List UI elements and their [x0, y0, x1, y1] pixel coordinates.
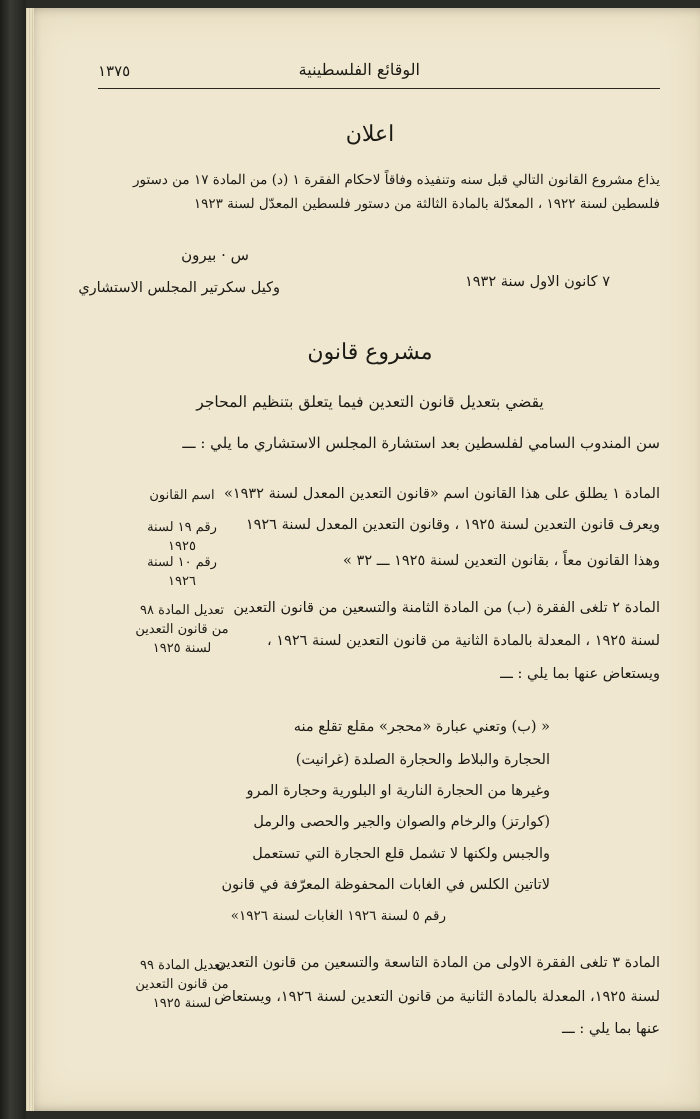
article-2-line-2: لسنة ١٩٢٥ ، المعدلة بالمادة الثانية من قانون التعدين لسنة ١٩٢٦ ، [266, 633, 660, 649]
signatory-name: س · بيرون [181, 246, 249, 264]
page-gutter [26, 8, 34, 1111]
page-number: ١٣٧٥ [98, 62, 131, 80]
article-1-line-2: ويعرف قانون التعدين لسنة ١٩٢٥ ، وقانون التعدين المعدل لسنة ١٩٢٦ [245, 517, 660, 533]
article-1-line-1: المادة ١ يطلق على هذا القانون اسم «قانون التعدين المعدل لسنة ١٩٣٢» [223, 486, 660, 502]
article-2-line-1: المادة ٢ تلغى الفقرة (ب) من المادة الثامنة والتسعين من قانون التعدين [233, 600, 660, 616]
quote-line-4: (كوارتز) والرخام والصوان والجير والحصى والرمل [253, 814, 550, 830]
article-3-line-2: لسنة ١٩٢٥، المعدلة بالمادة الثانية من قانون التعدين لسنة ١٩٢٦، ويستعاض [214, 989, 660, 1005]
running-header: الوقائع الفلسطينية [298, 60, 420, 79]
quote-line-5: والجبس ولكنها لا تشمل قلع الحجارة التي تستعمل [252, 846, 550, 862]
bill-enactment: سن المندوب السامي لفلسطين بعد استشارة المجلس الاستشاري ما يلي : ـــ [182, 434, 660, 452]
notice-title: اعلان [345, 122, 395, 147]
signatory-title: وكيل سكرتير المجلس الاستشاري [78, 280, 280, 296]
article-3-margin-note: تعديل المادة ٩٩ من قانون التعدين لسنة ١٩٢٥ [135, 958, 229, 1011]
bill-subtitle: يقضي بتعديل قانون التعدين فيما يتعلق بتنظيم المحاجر [196, 393, 544, 411]
article-3-line-1: المادة ٣ تلغى الفقرة الاولى من المادة التاسعة والتسعين من قانون التعدين [215, 955, 660, 971]
book-binding [0, 0, 26, 1119]
article-1-margin-note-2: رقم ١٩ لسنة ١٩٢٥ [147, 520, 217, 554]
article-2-line-3: ويستعاض عنها بما يلي : ـــ [500, 666, 660, 682]
header-rule [98, 88, 660, 89]
notice-line-2: فلسطين لسنة ١٩٢٢ ، المعدّلة بالمادة الثالثة من دستور فلسطين المعدّل لسنة ١٩٢٣ [193, 196, 660, 212]
article-1-line-3: وهذا القانون معاً ، بقانون التعدين لسنة ١٩٢٥ ـــ ٣٢ » [343, 553, 660, 569]
article-3-line-3: عنها بما يلي : ـــ [562, 1021, 660, 1037]
quote-line-2: الحجارة والبلاط والحجارة الصلدة (غرانيت) [295, 752, 550, 768]
notice-date: ٧ كانون الاول سنة ١٩٣٢ [464, 274, 610, 290]
article-2-margin-note: تعديل المادة ٩٨ من قانون التعدين لسنة ١٩٢٥ [135, 603, 229, 656]
quote-line-3: وغيرها من الحجارة النارية او البلورية وحجارة المرو [246, 783, 550, 799]
quote-closing: رقم ٥ لسنة ١٩٢٦ الغابات لسنة ١٩٢٦» [230, 908, 446, 924]
article-1-margin-note-1: اسم القانون [149, 488, 215, 503]
notice-line-1: يذاع مشروع القانون التالي قبل سنه وتنفيذه وفاقاً لاحكام الفقرة ١ (د) من المادة ١٧ من دستور [132, 172, 660, 188]
article-1-margin-note-3: رقم ١٠ لسنة ١٩٢٦ [147, 555, 217, 589]
quote-line-1: « (ب) وتعني عبارة «محجر» مقلع تقلع منه [293, 719, 550, 735]
bill-title: مشروع قانون [307, 340, 433, 365]
quote-line-6: لاتاتين الكلس في الغابات المحفوظة المعرّفة في قانون [221, 877, 550, 893]
